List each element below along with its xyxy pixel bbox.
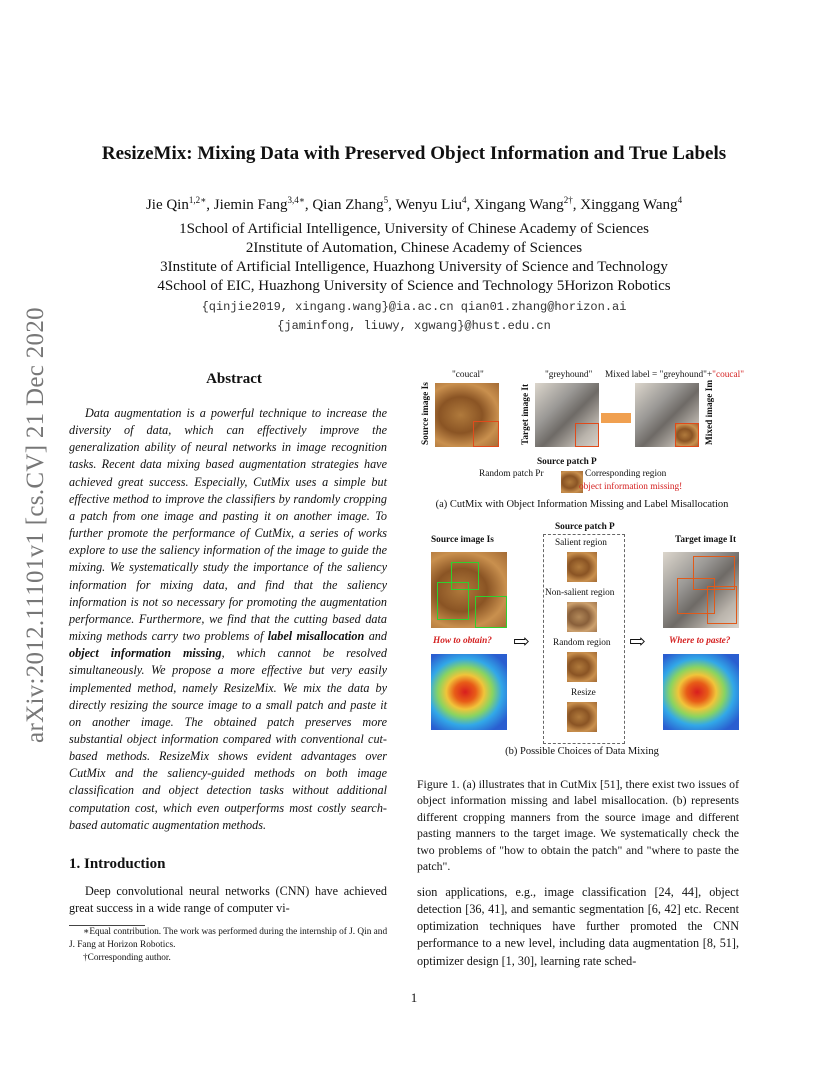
abstract-part-1: Data augmentation is a powerful technique to increase the diversity of data, which can effectively improve the generalization ability of neural networks in image recognition tasks. Recent data mixing based augmentation strategies have achieved great success. Especially, CutMix uses a simple but effective method to improve the classifiers by randomly cropping a patch from one image and pasting it on another image. To further promote the performance of CutMix, a series of works explore to use the saliency information of the image to guide the mixing. We systematically study the importance of the saliency information for mixing data, and find that the saliency information is not so necessary for promoting the augmentation performance. Furthermore, we find that the cutting based data mixing methods carry two problems of: [69, 406, 387, 644]
arxiv-id: arXiv:2012.11101v1 [cs.CV] 21 Dec 2020: [22, 307, 49, 743]
subcaption-b: (b) Possible Choices of Data Mixing: [505, 746, 659, 757]
resized-patch: [567, 702, 597, 732]
label-source-patch-b: Source patch P: [555, 522, 615, 532]
label-how-to-obtain: How to obtain?: [433, 636, 492, 646]
abstract-heading: Abstract: [206, 371, 262, 387]
label-corresponding-region: Corresponding region: [585, 469, 667, 479]
arrow-to-mixed: [601, 413, 631, 423]
footnote-equal-contribution: ∗Equal contribution. The work was performed during the internship of J. Qin and J. Fang at Horizon Robotics.: [69, 927, 388, 950]
footnote-corresponding: †Corresponding author.: [83, 953, 171, 963]
corresponding-region-box: [575, 423, 599, 447]
pasted-patch: [675, 423, 699, 447]
intro-paragraph: Deep convolutional neural networks (CNN) have achieved great success in a wide range of computer vi-: [69, 884, 387, 916]
non-salient-patch: [567, 602, 597, 632]
email-line-1: {qinjie2019, xingang.wang}@ia.ac.cn qian01.zhang@horizon.ai: [201, 300, 627, 314]
arrow-right-2: ⇨: [629, 631, 646, 653]
label-target-image: Target image It: [521, 383, 531, 445]
affiliation-2: 2Institute of Automation, Chinese Academy of Sciences: [245, 240, 583, 256]
source-saliency-heatmap: [431, 654, 507, 730]
label-mixed-image: Mixed image Im: [705, 379, 715, 445]
salient-patch: [567, 552, 597, 582]
email-line-2: {jaminfong, liuwy, xgwang}@hust.edu.cn: [277, 319, 551, 333]
figure-1-caption: Figure 1. (a) illustrates that in CutMix [51], there exist two issues of object information missing and label misallocation. (b) represents different cropping manners from the source image and different pasting manners to the target image. We systematically check the two problems of "how to obtain the patch" and "where to paste the patch".: [417, 777, 739, 874]
affiliation-3: 3Institute of Artificial Intelligence, Huazhong University of Science and Technology: [160, 259, 668, 275]
label-random: Random region: [553, 638, 611, 648]
figure-1b: [417, 520, 747, 765]
source-bird-image: [435, 383, 499, 447]
label-source-image-b: Source image Is: [431, 535, 494, 545]
footnotes: [69, 926, 389, 965]
arrow-right-1: ⇨: [513, 631, 530, 653]
abstract-part-3: , which cannot be resolved simultaneously. We propose a more effective but very easily implemented method, namely ResizeMix. We mix the data by directly resizing the source image to a small patch and paste it on another image. The obtained patch preserves more substantial object information compared with conventional cut-based methods. ResizeMix shows evident advantages over CutMix and the saliency-guided methods on both image classification and object detection tasks without additional computation cost, which even outperforms most costly search-based automatic augmentation methods.: [69, 646, 388, 832]
label-object-missing: object information missing!: [579, 482, 683, 492]
label-non-salient: Non-salient region: [545, 588, 615, 598]
abstract-bold-info-missing: object information missing: [69, 646, 222, 661]
paper-title: ResizeMix: Mixing Data with Preserved Object Information and True Labels: [101, 143, 727, 164]
target-dog-image: [535, 383, 599, 447]
arxiv-sidebar-stamp: [16, 285, 56, 765]
green-box-2: [437, 582, 469, 620]
abstract-bold-label-misallocation: label misallocation: [267, 629, 365, 644]
label-where-to-paste: Where to paste?: [669, 636, 731, 646]
affiliation-4: 4School of EIC, Huazhong University of Science and Technology 5Horizon Robotics: [157, 278, 671, 294]
paste-box-3: [707, 586, 737, 624]
random-patch: [567, 652, 597, 682]
page-number: 1: [410, 990, 418, 1005]
target-image-b: [663, 552, 739, 628]
label-source-image: Source image Is: [421, 382, 431, 445]
label-mixed: Mixed label = "greyhound"+"coucal": [605, 370, 745, 380]
abstract-part-2: and: [364, 629, 387, 644]
subcaption-a: (a) CutMix with Object Information Missing and Label Misallocation: [435, 499, 729, 510]
abstract-body: [69, 405, 387, 834]
author-list: Jie Qin$^{1,2∗}$, Jiemin Fang$^{3,4∗}$, Qian Zhang$^5$, Wenyu Liu$^4$, Xingang Wang$^{2\dagger}$, Xinggang Wang$^4$: [145, 195, 683, 213]
source-image-b: [431, 552, 507, 628]
label-target-image-b: Target image It: [675, 535, 737, 545]
label-resize: Resize: [571, 688, 596, 698]
section-heading-introduction: 1. Introduction: [69, 856, 166, 872]
figure-1a: [417, 365, 747, 515]
label-salient: Salient region: [555, 538, 607, 548]
random-patch-box: [473, 421, 499, 447]
green-box-3: [475, 596, 507, 628]
mixed-image: [635, 383, 699, 447]
right-column-text: sion applications, e.g., image classification [24, 44], object detection [36, 41], and semantic segmentation [6, 42] etc. Recent optimization techniques have further promoted the CNN performance to a new level, including data augmentation [8, 51], optimizer design [1, 30], learning rate sched-: [417, 885, 739, 968]
label-random-patch: Random patch Pr: [479, 469, 544, 479]
label-source-patch-a: Source patch P: [537, 457, 597, 467]
affiliation-1: 1School of Artificial Intelligence, University of Chinese Academy of Sciences: [179, 221, 649, 237]
label-greyhound: "greyhound": [545, 370, 593, 380]
target-saliency-heatmap: [663, 654, 739, 730]
label-coucal: "coucal": [452, 370, 484, 380]
